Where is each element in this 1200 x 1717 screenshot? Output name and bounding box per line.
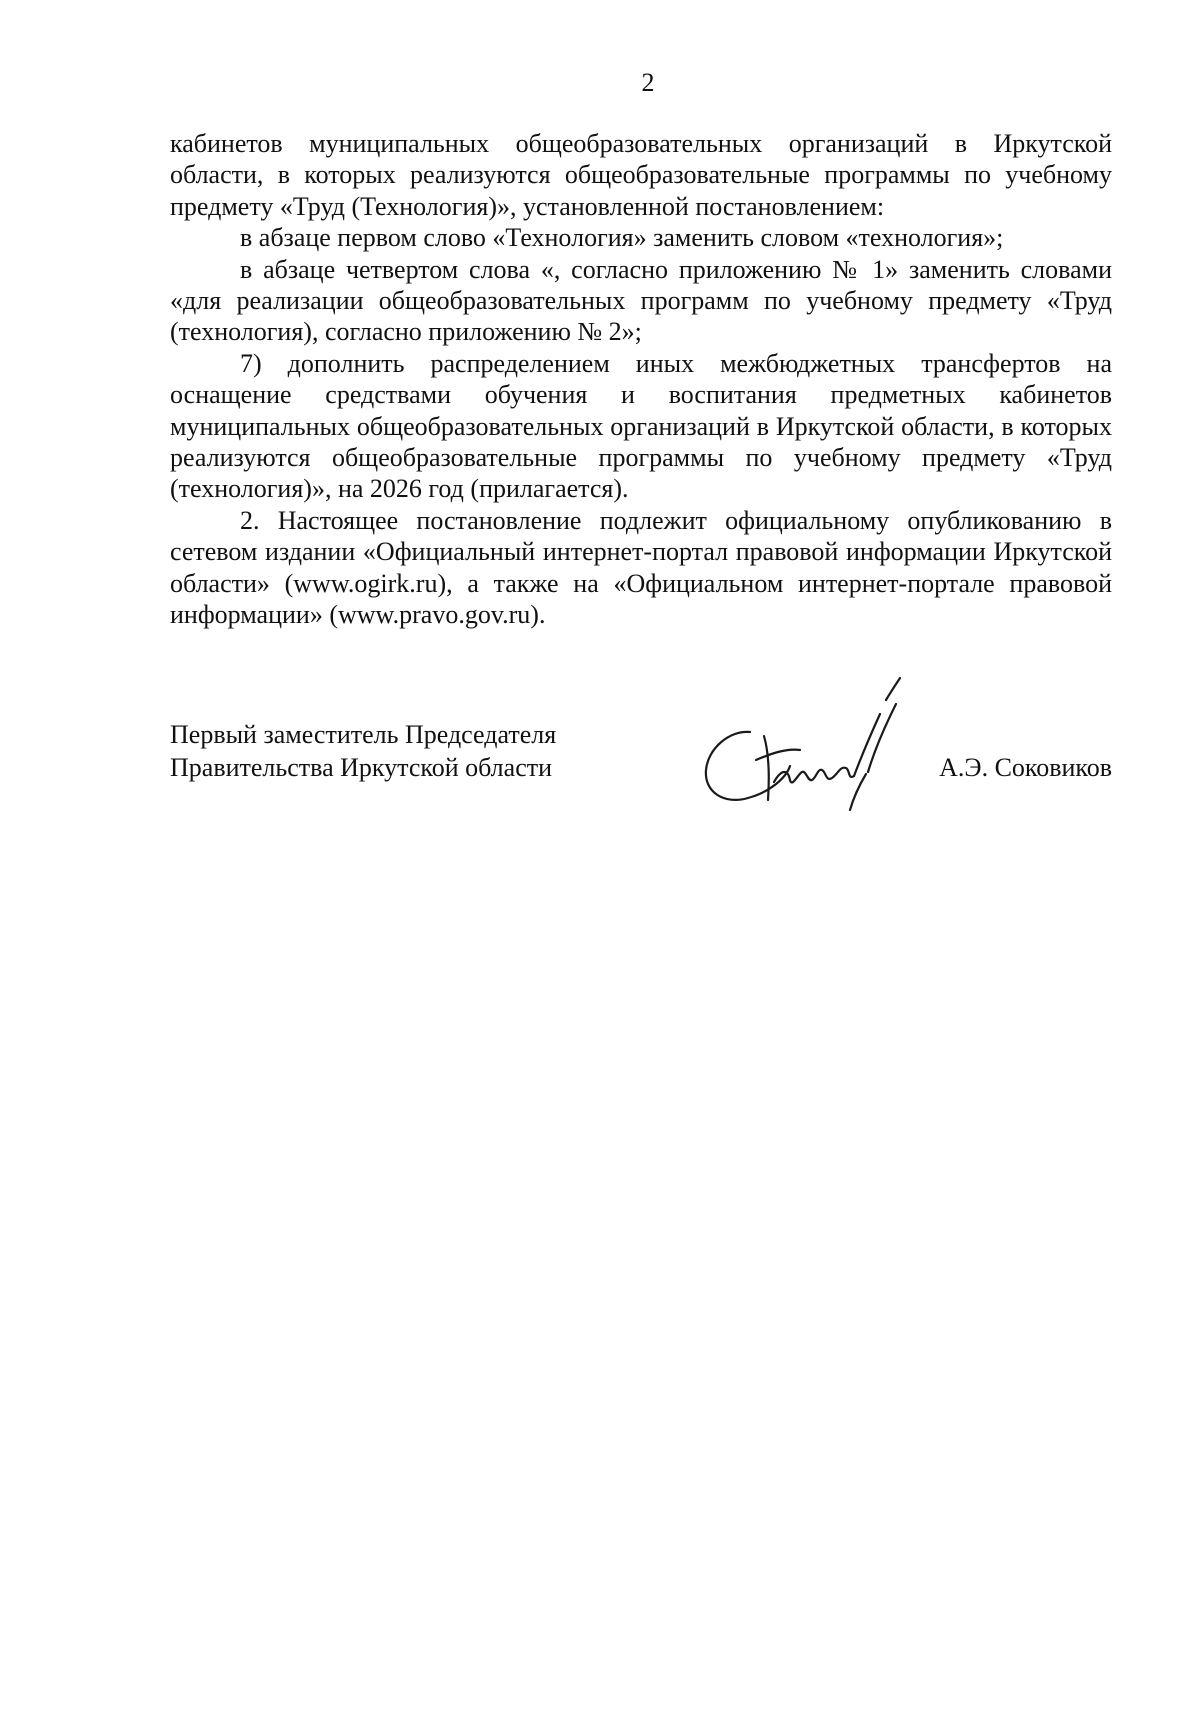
signatory-name: А.Э. Соковиков (939, 753, 1112, 782)
paragraph-item-7: 7) дополнить распределением иных межбюджетных трансфертов на оснащение средствами обучения и воспитания предметных кабинетов муниципальных общеобразовательных организаций в Иркутской области, в которых реализуются общеобразовательные программы по учебному предмету «Труд (технология)», на 2026 год (прилагается). (170, 348, 1112, 504)
paragraph-publication: 2. Настоящее постановление подлежит официальному опубликованию в сетевом издании «Официальный интернет-портал правовой информации Иркутской области» (www.ogirk.ru), а также на «Официальном интернет-портале правовой информации» (www.pravo.gov.ru). (170, 505, 1112, 630)
paragraph-amendment-first-abzac: в абзаце первом слово «Технология» заменить словом «технология»; (240, 223, 1004, 253)
handwritten-signature-icon (690, 670, 920, 830)
page-number: 2 (641, 68, 655, 97)
paragraph-continuation: кабинетов муниципальных общеобразовательных организаций в Иркутской области, в которых реализуются общеобразовательные программы по учебному предмету «Труд (Технология)», установленной постановлением: (170, 129, 1112, 221)
signature-block (170, 718, 1112, 848)
document-body (170, 128, 1112, 631)
signatory-position-line-1: Первый заместитель Председателя (170, 720, 557, 749)
signatory-position (170, 718, 556, 784)
signatory-position-line-2: Правительства Иркутской области (170, 753, 553, 782)
paragraph-amendment-fourth-abzac: в абзаце четвертом слова «, согласно приложению № 1» заменить словами «для реализации общеобразовательных программ по учебному предмету «Труд (технология), согласно приложению № 2»; (170, 254, 1112, 347)
